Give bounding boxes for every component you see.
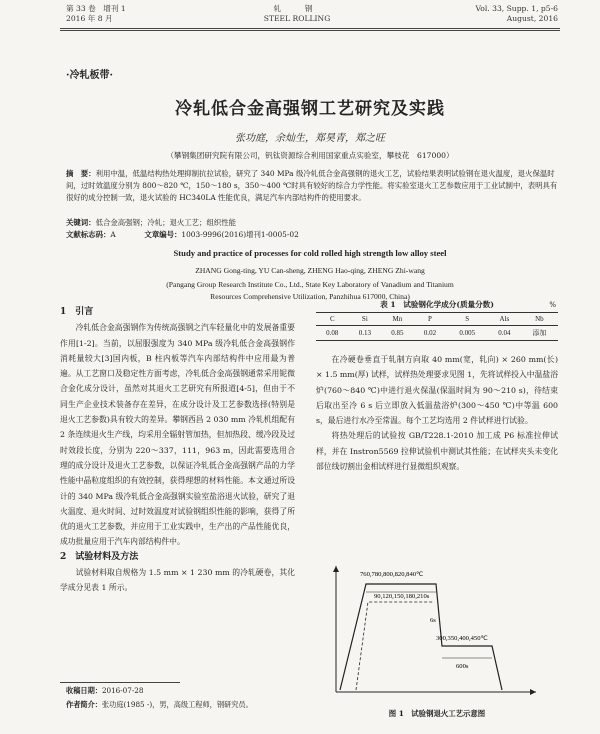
keywords-label: 关键词： [66,218,96,227]
authors: 张功庭，余灿生，郑昊青，郑之旺 [235,133,385,144]
abstract-label: 摘 要： [66,169,96,178]
article-no-label: 文章编号： [144,230,182,239]
section-tag: ·冷轧板带· [66,70,113,81]
materials-heading: 2 试验材料及方法 [60,551,139,562]
materials-paragraph-3: 将热处理后的试验按 GB/T228.1-2010 加工成 P6 标准拉伸试样，并在 Instron5569 拉伸试验机中测试其性能；在试样夹头未变化部位线切割出金相试样进行显微组织观察。 [316,431,558,472]
table-header-cell: P [428,315,432,323]
header-rule [60,28,560,29]
composition-table [316,312,558,341]
article-no: 1003-9996(2016)增刊1-0005-02 [181,230,299,239]
clc-label: 文献标志码： [66,230,111,239]
table1-title: 表 1 试验钢化学成分(质量分数) [380,300,494,309]
anneal-temp-label: 760,780,800,820,840℃ [360,571,424,578]
table-header-cell: Mn [392,315,403,323]
table-header-cell: C [329,315,335,323]
table-header-cell: Als [499,315,510,323]
table-header-cell: Nb [535,315,544,323]
header-center [232,4,362,24]
figure1-caption: 图 1 试验钢退火工艺示意图 [388,709,486,718]
time-axis-arrow [530,689,536,695]
header-left [66,4,126,24]
anneal-time-label: 90,120,150,180,210s [374,593,430,600]
materials-paragraph-1: 试验材料取自规格为 1.5 mm × 1 230 mm 的冷轧硬卷，其化学成分见表 1 所示。 [60,568,295,593]
received-date [66,686,143,696]
table-cell: 0.04 [498,329,511,337]
header-right [476,4,559,24]
english-title: Study and practice of processes for cold rolled high strength low alloy steel [173,248,447,258]
journal-name-cn: 轧 钢 [273,4,321,13]
volume-en: Vol. 33, Supp. 1, p5-6 [475,4,558,13]
english-authors: ZHANG Gong-ting, YU Can-sheng, ZHENG Hao-qing, ZHENG Zhi-wang [195,266,425,275]
left-column [60,305,295,596]
materials-paragraph-2: 在冷硬卷垂直于轧制方向取 40 mm(宽，轧向) × 260 mm(长) × 1.5 mm(厚) 试样，试样热处理要求见图 1，先将试样投入中温盐浴炉(760～840 ℃)中进行退火保温(保温时间为 90～210 s)，待结束后取出至冷 6 s 后立即放入低温盐浴炉(300～450 ℃)中等温 600 s，最后进行水冷至常温。每个工艺均选用 2 件试样进行试验。 [316,355,558,426]
process-curve-alt [356,602,434,690]
paper-title: 冷轧低合金高强钢工艺研究及实践 [175,99,445,119]
intro-paragraph: 冷轧低合金高强钢作为传统高强钢之汽车轻量化中的发展备重要作用[1-2]。当前，以屈服强度为 340 MPa 级冷轧低合金高强钢作消耗量较大[3]国内板，B 柱内板等汽车内部结构件中应用最为普遍。从工艺窗口及稳定性方面考虑，冷轧低合金高强钢通常采用铌微合金化成分设计，虽然对其退火工艺研究有所报道[4-5]，但由于不同生产企业技术装备存在差异，在成分设计及工艺参数选择(特别是退火工艺参数)具有较大的差异。攀钢西昌 2 030 mm 冷轧机组配有 2 条连续退火生产线，均采用全辐射管加热，但加热段、缓冷段及过时效段长度，分别为 220～337，111，963 m，因此需要选用合理的成分设计及退火工艺参数，以保证冷轧低合金高强钢产品的力学性能中晶粒度组织的有效控制，获得理想的材料性能。本文通过所设计的 340 MPa 级冷轧低合金高强钢实验室盐浴退火试验，研究了退火温度、退火时间、过时效温度对试验钢组织性能的影响，获得了所优的退火工艺参数，并应用于工业实践中，生产出的产品性能优良，成功批量应用于汽车内部结构件中。 [60,323,295,547]
author-bio-value: 张功庭(1985 -)，男，高级工程师，钢研究员。 [101,700,253,709]
volume-cn: 第 33 卷 增刊 1 [66,4,126,13]
keywords-text: 低合金高强钢；冷轧；退火工艺；组织性能 [95,218,237,227]
table-header-row [316,313,558,326]
table-cell: 0.08 [326,329,339,337]
clc-code: A [110,230,116,239]
cooling-time-label: 6s [430,617,436,624]
table-unit: % [549,301,556,309]
author-bio-label: 作者简介： [66,700,102,709]
abstract [66,168,558,204]
annealing-process-figure [326,562,546,704]
table-cell: 0.005 [459,329,476,337]
intro-heading: 1 引言 [60,307,94,317]
affiliation: （攀钢集团研究院有限公司，钒钛资源综合利用国家重点实验室，攀枝花 617000） [166,151,454,160]
date-en: August, 2016 [506,14,558,23]
table-header-cell: S [465,315,470,323]
table-header-cell: Si [361,315,368,323]
table-row [316,326,558,341]
overaging-time-label: 600s [456,663,469,670]
temperature-axis-arrow [333,566,339,572]
table-cell: 添加 [532,329,547,337]
overaging-temp-label: 300,350,400,450℃ [436,635,488,642]
header-rule-2 [60,30,560,31]
table-cell: 0.85 [391,329,404,337]
classification [66,229,558,241]
received-label: 收稿日期： [66,686,102,695]
received-value: 2016-07-28 [101,686,144,695]
english-affil-line2: Resources Comprehensive Utilization, Panzhihua 617000, China) [210,292,410,301]
keywords [66,217,558,229]
abstract-text: 利用中温，低温结构热处理抑制抗拉试验，研究了 340 MPa 级冷轧低合金高强钢的退火工艺，试验结果表明试验钢在退火温度，退火保温时间，过时效温度分别为 800～820 ℃，150～180 s，350～400 ℃时具有较好的综合力学性能。将实验室退火工艺参数应用于工业试制中，表明具有很好的成分控制一致，退火试验的 HC340LA 性能优良，满足汽车内部结构件的使用要求。 [66,169,558,202]
footnote-rule [60,682,180,683]
english-affil-line1: (Pangang Group Research Institute Co., Ltd., State Key Laboratory of Vanadium and Titanium [166,280,454,289]
journal-name-en: STEEL ROLLING [263,14,331,23]
table-cell: 0.13 [358,329,371,337]
right-column [316,352,558,474]
author-bio [66,700,253,710]
table-cell: 0.02 [423,329,437,337]
date-cn: 2016 年 8 月 [66,14,113,23]
